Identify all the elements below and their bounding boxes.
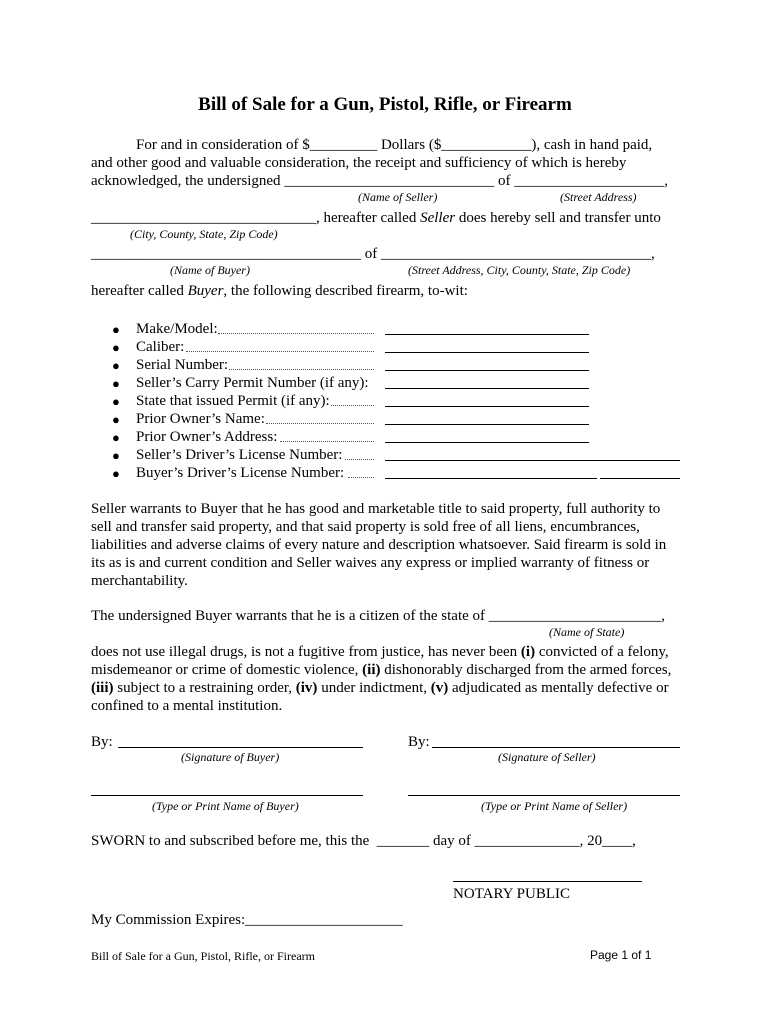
seller-by-label: By: [408, 734, 430, 750]
seller-signature-field[interactable] [432, 747, 680, 748]
buyer-license-field[interactable] [385, 478, 597, 479]
list-item-label: Buyer’s Driver’s License Number: [136, 465, 345, 481]
list-item-label: Prior Owner’s Name: [136, 411, 265, 427]
declaration-line: confined to a mental institution. [91, 698, 283, 714]
declaration-line: does not use illegal drugs, is not a fugitive from justice, has never been (i) convicted of a felony, [91, 644, 669, 660]
buyer-line: ____________________________________ of ____________________________________, [91, 246, 655, 262]
citizen-line: The undersigned Buyer warrants that he is a citizen of the state of _______________________, [91, 608, 666, 624]
caption-street-address: (Street Address) [560, 190, 637, 204]
commission-expires-line: My Commission Expires:_____________________ [91, 912, 403, 928]
consideration-line-2: and other good and valuable consideration, the receipt and sufficiency of which is hereby [91, 155, 627, 171]
buyer-signature-field[interactable] [118, 747, 363, 748]
list-item-label: Serial Number: [136, 357, 229, 373]
buyer-by-label: By: [91, 734, 113, 750]
prior-owner-address-field[interactable] [385, 442, 589, 443]
bullet-icon: ● [112, 322, 120, 337]
list-item-label: Make/Model: [136, 321, 218, 337]
caption-name-of-buyer: (Name of Buyer) [170, 263, 250, 277]
dot-leader [280, 441, 374, 442]
seller-print-name-field[interactable] [408, 795, 680, 796]
sworn-line: SWORN to and subscribed before me, this the _______ day of ______________, 20____, [91, 833, 636, 849]
buyer-license-state-field[interactable] [600, 478, 680, 479]
bullet-icon: ● [112, 412, 120, 427]
bullet-icon: ● [112, 358, 120, 373]
bullet-icon: ● [112, 340, 120, 355]
bullet-icon: ● [112, 376, 120, 391]
caption-city-county: (City, County, State, Zip Code) [130, 227, 278, 241]
buyer-intro-line: hereafter called Buyer, the following described firearm, to-wit: [91, 283, 468, 299]
seller-city-line: ______________________________, hereafter called Seller does hereby sell and transfer unto [91, 210, 661, 226]
permit-state-field[interactable] [385, 406, 589, 407]
footer-page-number: Page 1 of 1 [590, 948, 652, 962]
dot-leader [218, 333, 374, 334]
caliber-field[interactable] [385, 352, 589, 353]
dot-leader [331, 405, 374, 406]
dot-leader [266, 423, 374, 424]
prior-owner-name-field[interactable] [385, 424, 589, 425]
carry-permit-field[interactable] [385, 388, 589, 389]
warranty-line: merchantability. [91, 573, 188, 589]
list-item-label: Caliber: [136, 339, 185, 355]
buyer-print-name-field[interactable] [91, 795, 363, 796]
make-model-field[interactable] [385, 334, 589, 335]
bullet-icon: ● [112, 466, 120, 481]
footer-document-title: Bill of Sale for a Gun, Pistol, Rifle, or Firearm [91, 949, 315, 963]
warranty-line: sell and transfer said property, and that said property is sold free of all liens, encumbrances, [91, 519, 640, 535]
caption-signature-of-seller: (Signature of Seller) [498, 750, 596, 764]
warranty-line: its as is and current condition and Seller waives any express or implied warranty of fitness or [91, 555, 650, 571]
list-item-label: Prior Owner’s Address: [136, 429, 278, 445]
consideration-line: For and in consideration of $_________ Dollars ($____________), cash in hand paid, [136, 137, 653, 153]
caption-print-name-seller: (Type or Print Name of Seller) [481, 799, 628, 813]
caption-name-of-seller: (Name of Seller) [358, 190, 438, 204]
declaration-line: misdemeanor or crime of domestic violence, (ii) dishonorably discharged from the armed forces, [91, 662, 672, 678]
serial-number-field[interactable] [385, 370, 589, 371]
bullet-icon: ● [112, 430, 120, 445]
caption-signature-of-buyer: (Signature of Buyer) [181, 750, 280, 764]
caption-print-name-buyer: (Type or Print Name of Buyer) [152, 799, 299, 813]
undersigned-line: acknowledged, the undersigned ____________________________ of ____________________, [91, 173, 669, 189]
dot-leader [348, 477, 374, 478]
declaration-line: (iii) subject to a restraining order, (iv) under indictment, (v) adjudicated as mentally defective or [91, 680, 669, 696]
bullet-icon: ● [112, 394, 120, 409]
document-title: Bill of Sale for a Gun, Pistol, Rifle, or Firearm [198, 94, 572, 115]
seller-license-field[interactable] [385, 460, 680, 461]
list-item-label: Seller’s Carry Permit Number (if any): [136, 375, 369, 391]
list-item-label: State that issued Permit (if any): [136, 393, 330, 409]
notary-public-label: NOTARY PUBLIC [453, 886, 571, 902]
caption-buyer-address: (Street Address, City, County, State, Zip Code) [408, 263, 631, 277]
bullet-icon: ● [112, 448, 120, 463]
caption-name-of-state: (Name of State) [549, 625, 625, 639]
dot-leader [345, 459, 374, 460]
warranty-line: Seller warrants to Buyer that he has good and marketable title to said property, full authority to [91, 501, 661, 517]
dot-leader [186, 351, 374, 352]
notary-signature-field[interactable] [453, 881, 642, 882]
warranty-line: liabilities and adverse claims of every nature and description whatsoever. Said firearm is sold in [91, 537, 667, 553]
list-item-label: Seller’s Driver’s License Number: [136, 447, 343, 463]
dot-leader [229, 369, 374, 370]
